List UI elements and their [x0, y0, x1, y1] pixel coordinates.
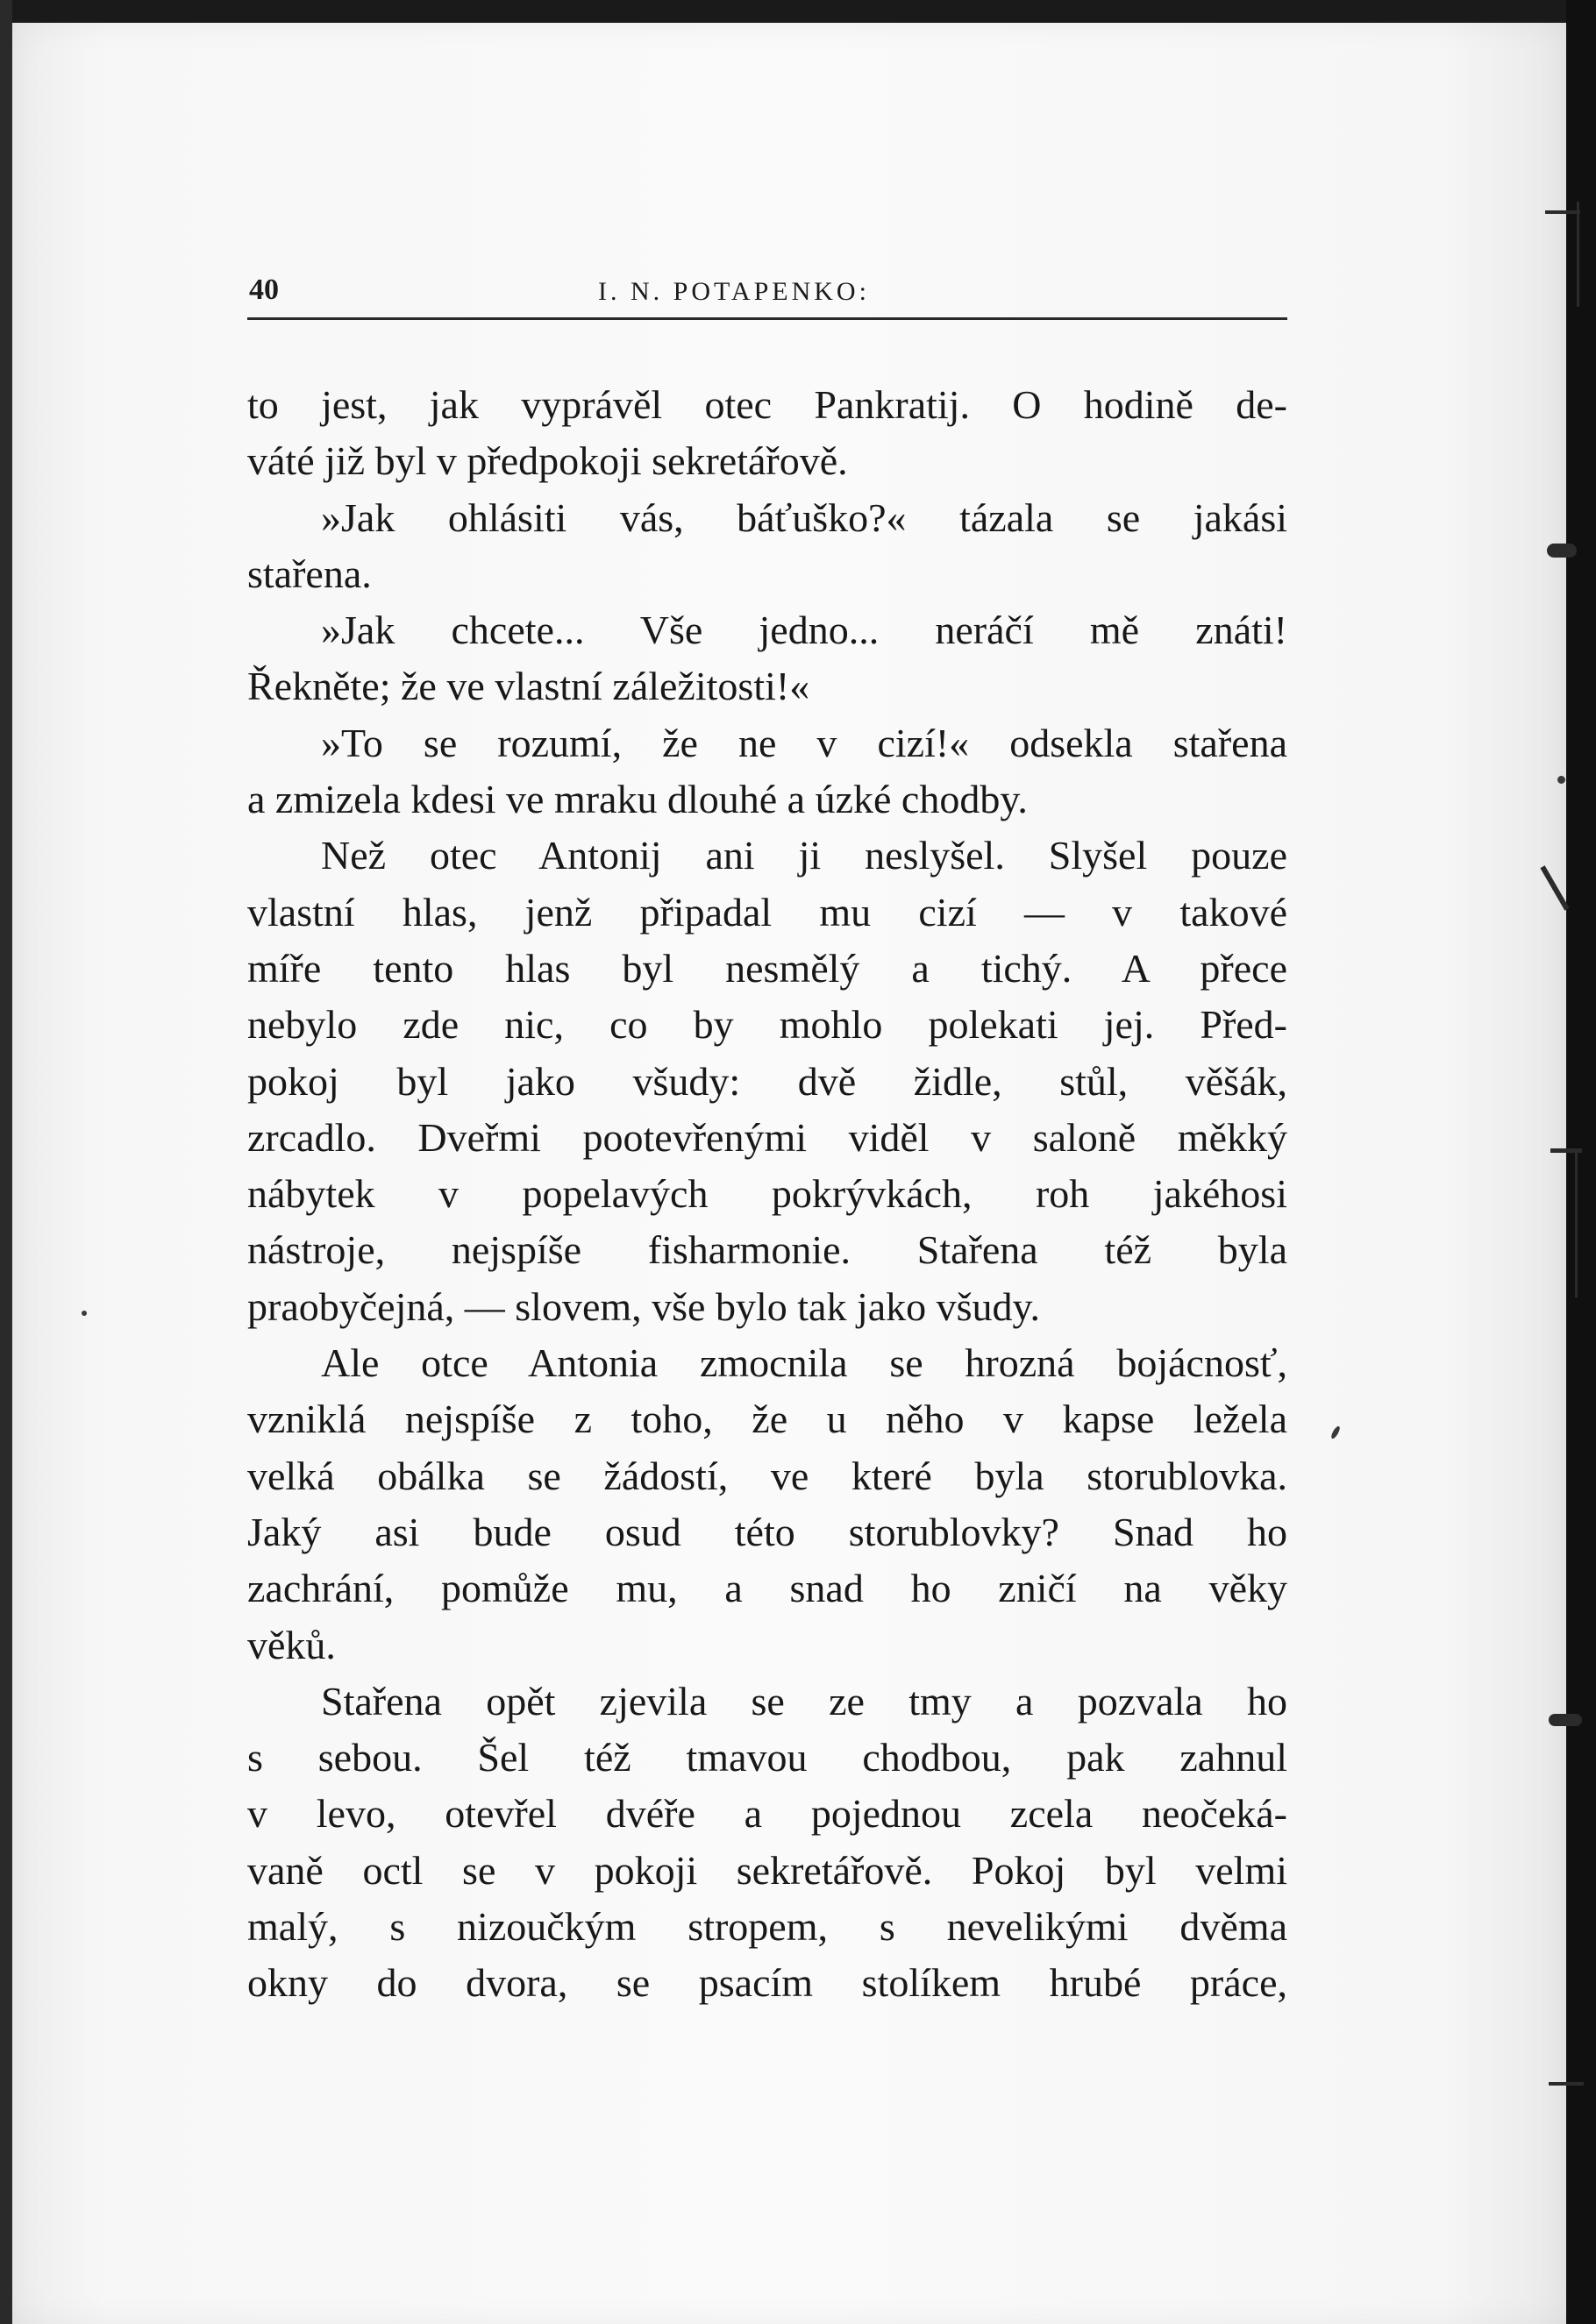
text-line: velká obálka se žádostí, ve které byla storublovka.: [247, 1453, 1287, 1498]
text-line: Řekněte; že ve vlastní záležitosti!«: [247, 664, 810, 709]
text-line: malý, s nizoučkým stropem, s nevelikými dvěma: [247, 1904, 1287, 1950]
text-line: nástroje, nejspíše fisharmonie. Stařena též byla: [247, 1227, 1287, 1273]
text-line: Ale otce Antonia zmocnila se hrozná bojácnosť,: [321, 1340, 1287, 1386]
page-header: [247, 268, 1287, 317]
text-line: stařena.: [247, 551, 372, 596]
text-line: s sebou. Šel též tmavou chodbou, pak zahnul: [247, 1735, 1287, 1780]
text-line: nebylo zde nic, co by mohlo polekati jej. Před-: [247, 1002, 1287, 1048]
binding-mark: [1549, 2082, 1584, 2086]
text-line: zachrání, pomůže mu, a snad ho zničí na věky: [247, 1566, 1287, 1611]
binding-mark: [1549, 1714, 1582, 1726]
text-line: nábytek v popelavých pokrývkách, roh jakéhosi: [247, 1171, 1287, 1217]
text-line: váté již byl v předpokoji sekretářově.: [247, 438, 848, 484]
binding-mark: [1577, 202, 1579, 307]
text-line: to jest, jak vyprávěl otec Pankratij. O hodině de-: [247, 382, 1287, 427]
page-number: 40: [249, 274, 279, 306]
header-rule: [247, 317, 1287, 320]
text-line: míře tento hlas byl nesmělý a tichý. A přece: [247, 945, 1287, 991]
text-line: okny do dvora, se psacím stolíkem hrubé práce,: [247, 1960, 1287, 2006]
scan-border-left: [0, 0, 12, 2324]
text-line: praobyčejná, — slovem, vše bylo tak jako všudy.: [247, 1283, 1041, 1329]
text-line: »Jak ohlásiti vás, báťuško?« tázala se jakási: [321, 494, 1287, 540]
text-line: »Jak chcete... Vše jedno... neráčí mě znáti!: [321, 608, 1287, 653]
text-line: zrcadlo. Dveřmi pootevřenými viděl v saloně měkký: [247, 1114, 1287, 1160]
binding-mark: [1575, 1148, 1578, 1297]
text-line: pokoj byl jako všudy: dvě židle, stůl, věšák,: [247, 1058, 1287, 1104]
text-line: vaně octl se v pokoji sekretářově. Pokoj byl velmi: [247, 1847, 1287, 1893]
binding-mark: [1545, 210, 1580, 214]
binding-mark: [1550, 1148, 1582, 1153]
scan-border-right: [1566, 0, 1596, 2324]
text-line: v levo, otevřel dvéře a pojednou zcela neočeká-: [247, 1791, 1287, 1837]
ink-speck: [1557, 776, 1565, 784]
text-line: »To se rozumí, že ne v cizí!« odsekla stařena: [321, 720, 1287, 765]
text-line: Stařena opět zjevila se ze tmy a pozvala ho: [321, 1678, 1287, 1723]
running-head: I. N. POTAPENKO:: [598, 277, 870, 306]
text-line: Než otec Antonij ani ji neslyšel. Slyšel pouze: [321, 833, 1287, 878]
text-line: a zmizela kdesi ve mraku dlouhé a úzké chodby.: [247, 777, 1028, 822]
text-line: vzniklá nejspíše z toho, že u něho v kapse ležela: [247, 1397, 1287, 1442]
text-line: věků.: [247, 1622, 336, 1667]
binding-mark: [1547, 544, 1577, 558]
text-line: vlastní hlas, jenž připadal mu cizí — v takové: [247, 889, 1287, 935]
scan-border-top: [0, 0, 1596, 23]
body-text: [247, 377, 1287, 2012]
ink-speck: [82, 1311, 87, 1316]
text-line: Jaký asi bude osud této storublovky? Snad ho: [247, 1509, 1287, 1554]
